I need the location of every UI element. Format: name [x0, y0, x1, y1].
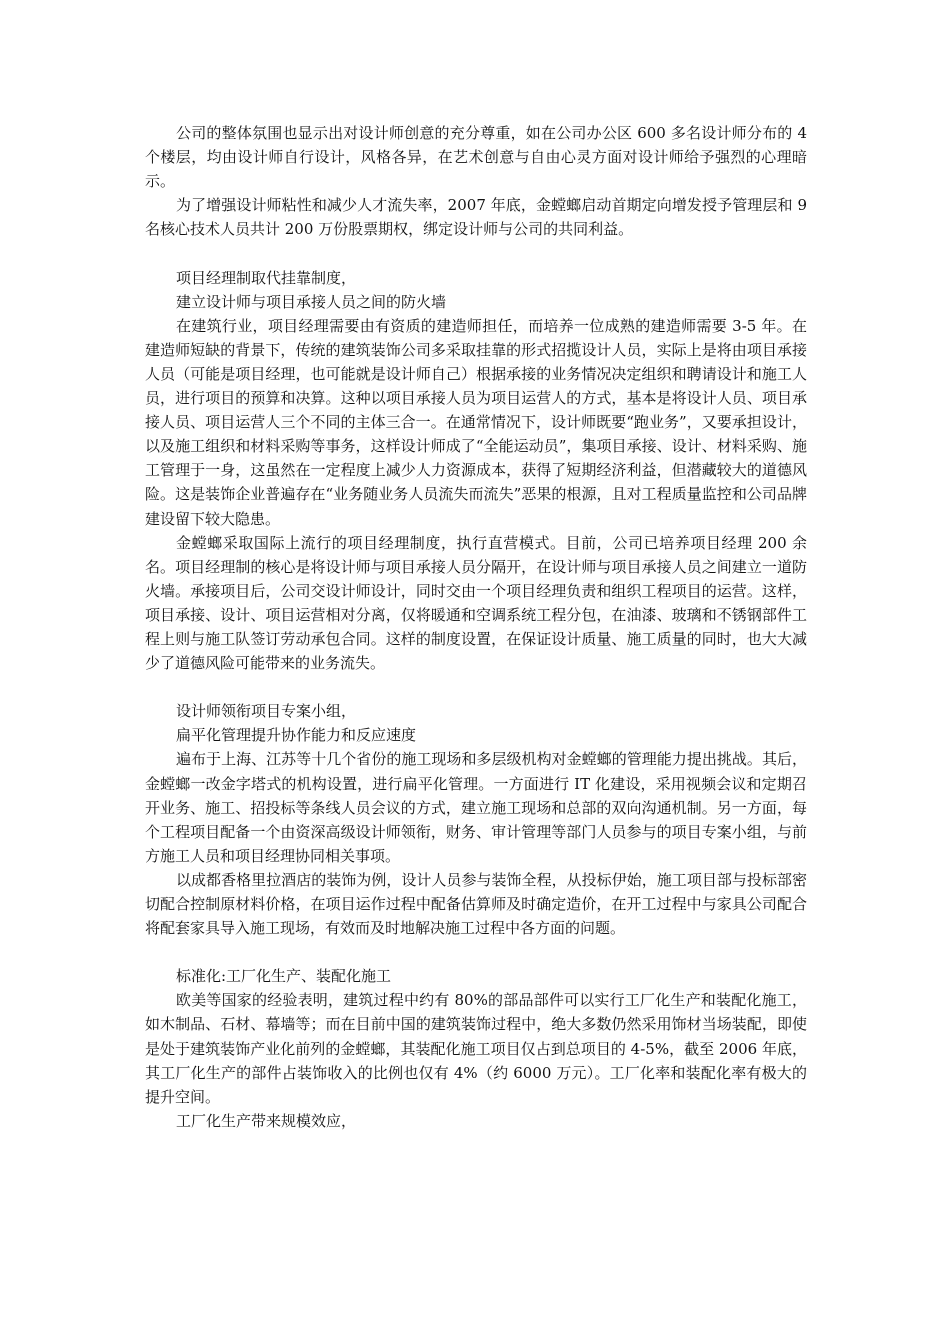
paragraph-gap [145, 675, 807, 699]
paragraph-gap [145, 241, 807, 265]
section-heading: 设计师领衔项目专案小组， [176, 702, 357, 721]
paragraph: 金螳螂采取国际上流行的项目经理制度，执行直营模式。目前，公司已培养项目经理 200 余名。项目经理制的核心是将设计师与项目承接人员分隔开，在设计师与项目承接人员之间建立一道防火墙。承接项目后，公司交设计师设计，同时交由一个项目经理负责和组织工程项目的运营。这样，项目承接、设计、项目运营相对分离，仅将暖通和空调系统工程分包，在油漆、玻璃和不锈钢部件工程上则与施工队签订劳动承包合同。这样的制度设置，在保证设计质量、施工质量的同时，也大大减少了道德风险可能带来的业务流失。 [145, 533, 807, 673]
paragraph: 以成都香格里拉酒店的装饰为例，设计人员参与装饰全程，从投标伊始，施工项目部与投标部密切配合控制原材料价格，在项目运作过程中配备估算师及时确定造价，在开工过程中与家具公司配合将配套家具导入施工现场，有效而及时地解决施工过程中各方面的问题。 [145, 870, 807, 938]
paragraph: 工厂化生产带来规模效应， [176, 1111, 357, 1130]
paragraph: 在建筑行业，项目经理需要由有资质的建造师担任，而培养一位成熟的建造师需要 3-5 年。在建造师短缺的背景下，传统的建筑装饰公司多采取挂靠的形式招揽设计人员，实际上是将由项目承接人员（可能是项目经理，也可能就是设计师自己）根据承接的业务情况决定组织和聘请设计和施工人员，进行项目的预算和决算。这种以项目承接人员为项目运营人的方式，基本是将设计人员、项目承接人员、项目运营人三个不同的主体三合一。在通常情况下，设计师既要“跑业务”，又要承担设计，以及施工组织和材料采购等事务，这样设计师成了“全能运动员”，集项目承接、设计、材料采购、施工管理于一身，这虽然在一定程度上减少人力资源成本，获得了短期经济利益，但潜藏较大的道德风险。这是装饰企业普遍存在“业务随业务人员流失而流失”恶果的根源，且对工程质量监控和公司品牌建设留下较大隐患。 [145, 316, 807, 528]
section-heading: 扁平化管理提升协作能力和反应速度 [176, 726, 417, 745]
paragraph: 欧美等国家的经验表明，建筑过程中约有 80%的部品部件可以实行工厂化生产和装配化施工，如木制品、石材、幕墙等；而在目前中国的建筑装饰过程中，绝大多数仍然采用饰材当场装配，即使是处于建筑装饰产业化前列的金螳螂，其装配化施工项目仅占到总项目的 4-5%，截至 2006 年底，其工厂化生产的部件占装饰收入的比例也仅有 4%（约 6000 万元）。工厂化率和装配化率有极大的提升空间。 [145, 991, 807, 1106]
document-body [145, 121, 807, 1133]
paragraph: 遍布于上海、江苏等十几个省份的施工现场和多层级机构对金螳螂的管理能力提出挑战。其后，金螳螂一改金字塔式的机构设置，进行扁平化管理。一方面进行 IT 化建设，采用视频会议和定期召开业务、施工、招投标等条线人员会议的方式，建立施工现场和总部的双向沟通机制。另一方面，每个工程项目配备一个由资深高级设计师领衔，财务、审计管理等部门人员参与的项目专案小组，与前方施工人员和项目经理协同相关事项。 [145, 750, 807, 865]
section-heading: 标准化:工厂化生产、装配化施工 [176, 967, 392, 986]
paragraph: 公司的整体氛围也显示出对设计师创意的充分尊重，如在公司办公区 600 多名设计师分布的 4 个楼层，均由设计师自行设计，风格各异，在艺术创意与自由心灵方面对设计师给予强烈的心理暗示。 [145, 124, 807, 191]
section-heading: 项目经理制取代挂靠制度， [176, 268, 357, 287]
paragraph: 为了增强设计师粘性和减少人才流失率，2007 年底，金螳螂启动首期定向增发授予管理层和 9 名核心技术人员共计 200 万份股票期权，绑定设计师与公司的共同利益。 [145, 196, 807, 239]
section-heading: 建立设计师与项目承接人员之间的防火墙 [176, 292, 447, 311]
paragraph-gap [145, 940, 807, 964]
